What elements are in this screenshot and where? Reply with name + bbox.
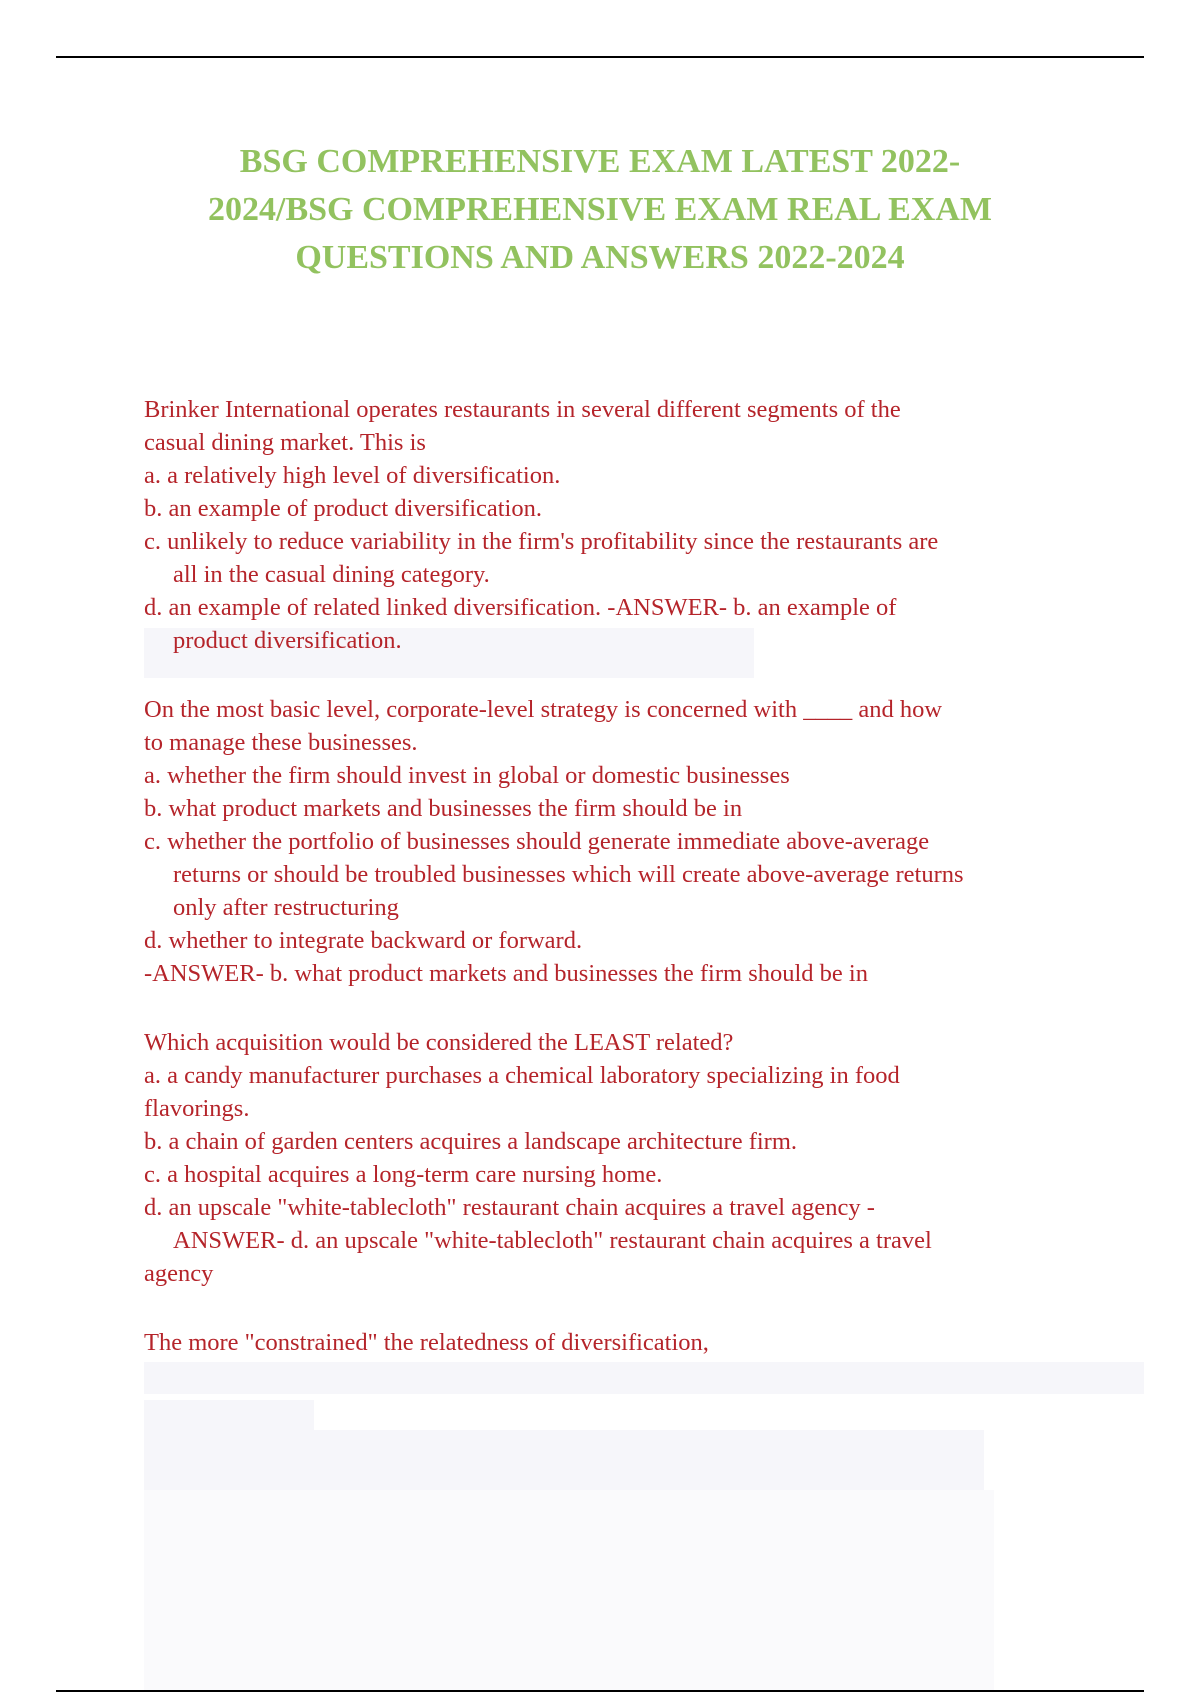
option-text: b. what product markets and businesses the firm should be in (144, 795, 743, 822)
option-text: returns or should be troubled businesses which will create above-average returns (173, 861, 964, 888)
option-b (144, 492, 1084, 525)
option-text: a. whether the firm should invest in global or domestic businesses (144, 762, 790, 789)
question-stem: The more "constrained" the relatedness of diversification, (144, 1329, 709, 1356)
blurred-text-block (144, 1400, 314, 1432)
option-d (144, 591, 1084, 657)
option-text: c. unlikely to reduce variability in the firm's profitability since the restaurants are (144, 528, 939, 555)
option-a-continued: flavorings. (144, 1095, 250, 1122)
option-b (144, 1125, 1084, 1158)
option-text: d. an upscale "white-tablecloth" restaurant chain acquires a travel agency - (144, 1194, 875, 1221)
option-a (144, 459, 1084, 492)
question-stem: to manage these businesses. (144, 729, 418, 756)
question-4 (144, 1326, 1084, 1359)
title-line: BSG COMPREHENSIVE EXAM LATEST 2022- (239, 143, 961, 180)
option-c (144, 825, 1084, 924)
option-c (144, 525, 1084, 591)
question-1 (144, 393, 1084, 657)
option-a (144, 759, 1084, 792)
option-text: c. a hospital acquires a long-term care nursing home. (144, 1161, 663, 1188)
question-stem: Which acquisition would be considered the LEAST related? (144, 1029, 734, 1056)
option-text: c. whether the portfolio of businesses should generate immediate above-average (144, 828, 930, 855)
top-rule (56, 56, 1144, 58)
option-c (144, 1158, 1084, 1191)
option-text: d. whether to integrate backward or forward. (144, 927, 583, 954)
option-d (144, 924, 1084, 957)
blurred-text-block (144, 1490, 994, 1690)
option-text: b. a chain of garden centers acquires a landscape architecture firm. (144, 1128, 797, 1155)
question-3 (144, 1026, 1084, 1290)
option-text: b. an example of product diversification. (144, 495, 542, 522)
answer-line: -ANSWER- b. what product markets and businesses the firm should be in (144, 960, 868, 987)
option-text: product diversification. (173, 627, 402, 654)
option-text: all in the casual dining category. (173, 561, 490, 588)
option-a: a. a candy manufacturer purchases a chemical laboratory specializing in food (144, 1062, 900, 1089)
bottom-rule (56, 1690, 1144, 1692)
document-body (144, 393, 1084, 1395)
title-line: QUESTIONS AND ANSWERS 2022-2024 (295, 239, 905, 276)
answer-line: agency (144, 1260, 214, 1287)
option-text: a. a relatively high level of diversification. (144, 462, 561, 489)
question-2 (144, 693, 1084, 990)
option-text: ANSWER- d. an upscale "white-tablecloth" restaurant chain acquires a travel (173, 1227, 932, 1254)
blurred-text-block (144, 1430, 984, 1490)
option-text: only after restructuring (173, 894, 399, 921)
question-stem: Brinker International operates restaurants in several different segments of the (144, 396, 901, 423)
question-stem: casual dining market. This is (144, 429, 426, 456)
title-line: 2024/BSG COMPREHENSIVE EXAM REAL EXAM (208, 191, 992, 228)
option-text: d. an example of related linked diversification. -ANSWER- b. an example of (144, 594, 897, 621)
question-stem: On the most basic level, corporate-level strategy is concerned with ____ and how (144, 696, 943, 723)
option-d (144, 1191, 1084, 1257)
option-b (144, 792, 1084, 825)
document-title (150, 138, 1050, 282)
